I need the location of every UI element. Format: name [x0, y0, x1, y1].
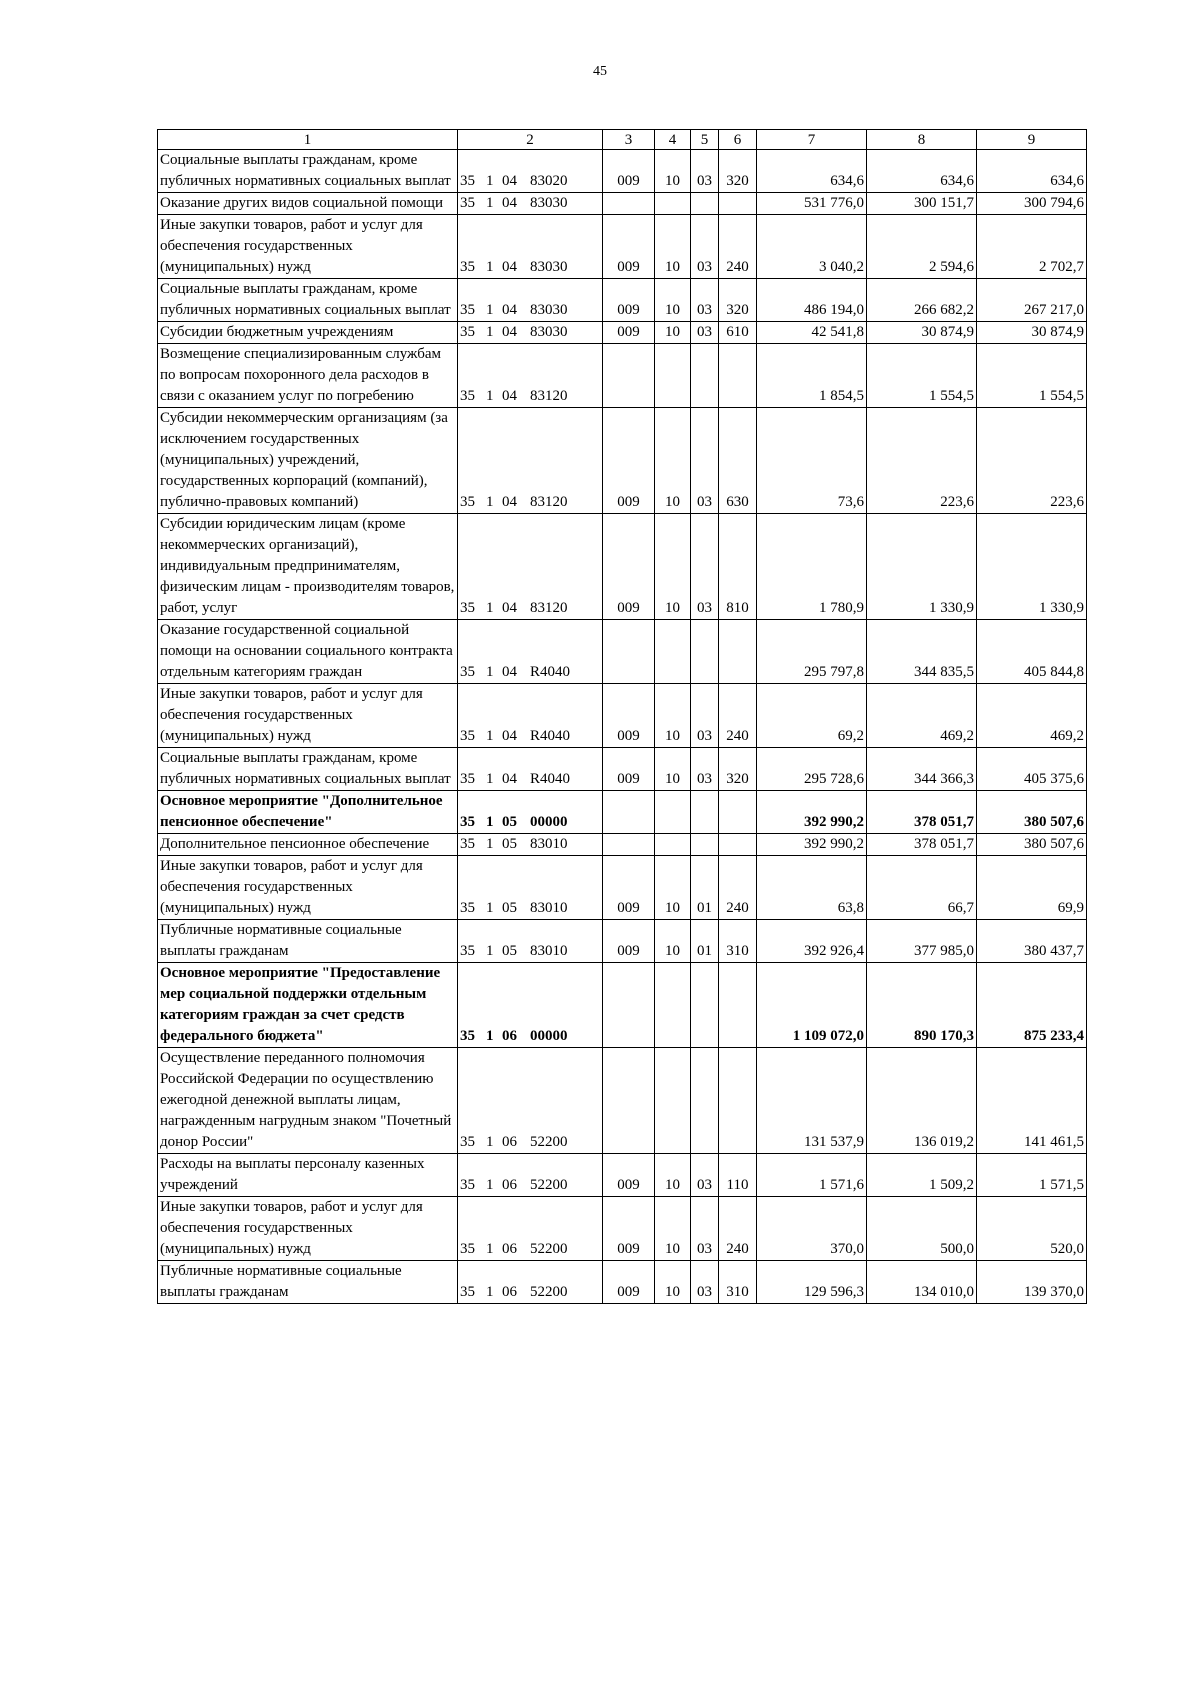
code-subprogram: 1: [486, 1241, 494, 1257]
code-subprogram: 1: [486, 728, 494, 744]
amount-col9: 1 330,9: [977, 514, 1087, 620]
code-event: 04: [502, 302, 517, 318]
subsection-code: 03: [691, 322, 719, 344]
section-code: [655, 193, 691, 215]
table-row: [158, 279, 1087, 322]
code-direction: 00000: [530, 1028, 568, 1044]
row-description: Субсидии юридическим лицам (кроме некоммерческих организаций), индивидуальным предпринимателям, физическим лицам - производителям товаров, работ, услуг: [158, 514, 458, 620]
section-code: 10: [655, 1154, 691, 1197]
code-subprogram: 1: [486, 494, 494, 510]
code-event: 06: [502, 1177, 517, 1193]
amount-col7: 1 109 072,0: [757, 963, 867, 1048]
code-direction: 83010: [530, 943, 568, 959]
row-description: Оказание государственной социальной помощи на основании социального контракта отдельным категориям граждан: [158, 620, 458, 684]
row-description: Субсидии некоммерческим организациям (за исключением государственных (муниципальных) учреждений, государственных корпораций (компаний), публично-правовых компаний): [158, 408, 458, 514]
amount-col8: 890 170,3: [867, 963, 977, 1048]
code-program: 35: [460, 1284, 475, 1300]
section-code: 10: [655, 920, 691, 963]
subsection-code: 01: [691, 856, 719, 920]
table-row: [158, 514, 1087, 620]
amount-col7: 486 194,0: [757, 279, 867, 322]
amount-col8: 136 019,2: [867, 1048, 977, 1154]
amount-col8: 300 151,7: [867, 193, 977, 215]
code-subprogram: 1: [486, 900, 494, 916]
target-article-code: [458, 193, 603, 215]
header-cell: 8: [867, 130, 977, 150]
code-direction: 83020: [530, 173, 568, 189]
amount-col8: 344 835,5: [867, 620, 977, 684]
row-description: Расходы на выплаты персоналу казенных учреждений: [158, 1154, 458, 1197]
subsection-code: 03: [691, 150, 719, 193]
subsection-code: 01: [691, 920, 719, 963]
expense-type-code: 320: [719, 279, 757, 322]
expense-type-code: [719, 193, 757, 215]
target-article-code: [458, 1261, 603, 1304]
amount-col7: 3 040,2: [757, 215, 867, 279]
code-subprogram: 1: [486, 664, 494, 680]
header-cell: 7: [757, 130, 867, 150]
subsection-code: 03: [691, 1261, 719, 1304]
code-subprogram: 1: [486, 302, 494, 318]
code-subprogram: 1: [486, 388, 494, 404]
amount-col8: 378 051,7: [867, 834, 977, 856]
table-row: [158, 344, 1087, 408]
grbs-code: 009: [603, 150, 655, 193]
code-program: 35: [460, 173, 475, 189]
code-program: 35: [460, 1134, 475, 1150]
expense-type-code: 240: [719, 684, 757, 748]
table-row: [158, 1197, 1087, 1261]
expense-type-code: 310: [719, 920, 757, 963]
amount-col7: 634,6: [757, 150, 867, 193]
code-event: 04: [502, 600, 517, 616]
code-program: 35: [460, 836, 475, 852]
amount-col8: 378 051,7: [867, 791, 977, 834]
code-direction: 83030: [530, 259, 568, 275]
code-event: 04: [502, 728, 517, 744]
code-direction: 52200: [530, 1241, 568, 1257]
expense-type-code: 810: [719, 514, 757, 620]
code-subprogram: 1: [486, 173, 494, 189]
code-program: 35: [460, 494, 475, 510]
amount-col9: 267 217,0: [977, 279, 1087, 322]
amount-col8: 223,6: [867, 408, 977, 514]
row-description: Субсидии бюджетным учреждениям: [158, 322, 458, 344]
code-program: 35: [460, 259, 475, 275]
row-description: Публичные нормативные социальные выплаты гражданам: [158, 1261, 458, 1304]
header-cell: 9: [977, 130, 1087, 150]
section-code: 10: [655, 514, 691, 620]
row-description: Оказание других видов социальной помощи: [158, 193, 458, 215]
amount-col9: 634,6: [977, 150, 1087, 193]
expense-type-code: 310: [719, 1261, 757, 1304]
code-program: 35: [460, 728, 475, 744]
grbs-code: [603, 834, 655, 856]
expense-type-code: [719, 344, 757, 408]
row-description: Иные закупки товаров, работ и услуг для обеспечения государственных (муниципальных) нужд: [158, 684, 458, 748]
header-cell: 3: [603, 130, 655, 150]
code-program: 35: [460, 1177, 475, 1193]
code-event: 05: [502, 900, 517, 916]
amount-col7: 531 776,0: [757, 193, 867, 215]
section-code: 10: [655, 1261, 691, 1304]
amount-col7: 42 541,8: [757, 322, 867, 344]
code-subprogram: 1: [486, 943, 494, 959]
expense-type-code: 320: [719, 748, 757, 791]
amount-col7: 131 537,9: [757, 1048, 867, 1154]
row-description: Иные закупки товаров, работ и услуг для обеспечения государственных (муниципальных) нужд: [158, 1197, 458, 1261]
code-event: 06: [502, 1028, 517, 1044]
target-article-code: [458, 344, 603, 408]
code-event: 04: [502, 173, 517, 189]
code-program: 35: [460, 814, 475, 830]
subsection-code: 03: [691, 408, 719, 514]
subsection-code: 03: [691, 1197, 719, 1261]
target-article-code: [458, 684, 603, 748]
amount-col7: 1 780,9: [757, 514, 867, 620]
amount-col8: 66,7: [867, 856, 977, 920]
code-subprogram: 1: [486, 1134, 494, 1150]
code-direction: 83030: [530, 324, 568, 340]
header-cell: 6: [719, 130, 757, 150]
amount-col8: 500,0: [867, 1197, 977, 1261]
subsection-code: 03: [691, 1154, 719, 1197]
target-article-code: [458, 408, 603, 514]
amount-col9: 2 702,7: [977, 215, 1087, 279]
section-code: 10: [655, 684, 691, 748]
subsection-code: 03: [691, 215, 719, 279]
amount-col9: 380 507,6: [977, 791, 1087, 834]
amount-col9: 139 370,0: [977, 1261, 1087, 1304]
target-article-code: [458, 279, 603, 322]
expense-type-code: [719, 834, 757, 856]
budget-table: [157, 129, 1087, 1304]
section-code: [655, 963, 691, 1048]
code-direction: 83120: [530, 388, 568, 404]
code-program: 35: [460, 1241, 475, 1257]
expense-type-code: 240: [719, 215, 757, 279]
amount-col7: 1 571,6: [757, 1154, 867, 1197]
grbs-code: [603, 963, 655, 1048]
row-description: Социальные выплаты гражданам, кроме публичных нормативных социальных выплат: [158, 279, 458, 322]
expense-type-code: [719, 963, 757, 1048]
amount-col7: 1 854,5: [757, 344, 867, 408]
target-article-code: [458, 215, 603, 279]
amount-col9: 520,0: [977, 1197, 1087, 1261]
code-event: 05: [502, 836, 517, 852]
code-direction: 83120: [530, 600, 568, 616]
section-code: 10: [655, 150, 691, 193]
code-subprogram: 1: [486, 259, 494, 275]
expense-type-code: 610: [719, 322, 757, 344]
amount-col8: 1 554,5: [867, 344, 977, 408]
subsection-code: [691, 620, 719, 684]
code-program: 35: [460, 943, 475, 959]
code-program: 35: [460, 664, 475, 680]
amount-col7: 69,2: [757, 684, 867, 748]
section-code: 10: [655, 322, 691, 344]
code-event: 05: [502, 943, 517, 959]
code-event: 04: [502, 771, 517, 787]
amount-col7: 295 797,8: [757, 620, 867, 684]
code-subprogram: 1: [486, 195, 494, 211]
grbs-code: 009: [603, 748, 655, 791]
grbs-code: 009: [603, 1154, 655, 1197]
header-cell: 1: [158, 130, 458, 150]
subsection-code: [691, 791, 719, 834]
table-row: [158, 684, 1087, 748]
amount-col9: 469,2: [977, 684, 1087, 748]
section-code: 10: [655, 408, 691, 514]
expense-type-code: 110: [719, 1154, 757, 1197]
expense-type-code: 630: [719, 408, 757, 514]
grbs-code: 009: [603, 1261, 655, 1304]
code-event: 04: [502, 494, 517, 510]
header-cell: 4: [655, 130, 691, 150]
section-code: [655, 791, 691, 834]
amount-col7: 370,0: [757, 1197, 867, 1261]
code-direction: 83030: [530, 302, 568, 318]
amount-col8: 30 874,9: [867, 322, 977, 344]
amount-col8: 469,2: [867, 684, 977, 748]
code-event: 06: [502, 1284, 517, 1300]
amount-col9: 405 844,8: [977, 620, 1087, 684]
code-event: 04: [502, 324, 517, 340]
target-article-code: [458, 748, 603, 791]
amount-col7: 129 596,3: [757, 1261, 867, 1304]
subsection-code: 03: [691, 279, 719, 322]
grbs-code: 009: [603, 408, 655, 514]
amount-col7: 392 926,4: [757, 920, 867, 963]
code-direction: 52200: [530, 1134, 568, 1150]
code-subprogram: 1: [486, 1284, 494, 1300]
row-description: Возмещение специализированным службам по вопросам похоронного дела расходов в связи с оказанием услуг по погребению: [158, 344, 458, 408]
table-row: [158, 1261, 1087, 1304]
header-cell: 2: [458, 130, 603, 150]
amount-col7: 295 728,6: [757, 748, 867, 791]
code-program: 35: [460, 302, 475, 318]
section-code: 10: [655, 1197, 691, 1261]
section-code: [655, 344, 691, 408]
row-description: Публичные нормативные социальные выплаты гражданам: [158, 920, 458, 963]
section-code: 10: [655, 215, 691, 279]
amount-col8: 134 010,0: [867, 1261, 977, 1304]
header-row: [158, 130, 1087, 150]
amount-col9: 380 437,7: [977, 920, 1087, 963]
amount-col9: 875 233,4: [977, 963, 1087, 1048]
row-description: Иные закупки товаров, работ и услуг для обеспечения государственных (муниципальных) нужд: [158, 856, 458, 920]
target-article-code: [458, 514, 603, 620]
grbs-code: 009: [603, 856, 655, 920]
grbs-code: 009: [603, 279, 655, 322]
amount-col9: 141 461,5: [977, 1048, 1087, 1154]
amount-col9: 380 507,6: [977, 834, 1087, 856]
amount-col9: 30 874,9: [977, 322, 1087, 344]
code-direction: 83010: [530, 900, 568, 916]
amount-col8: 377 985,0: [867, 920, 977, 963]
row-description: Социальные выплаты гражданам, кроме публичных нормативных социальных выплат: [158, 150, 458, 193]
table-row: [158, 193, 1087, 215]
grbs-code: [603, 791, 655, 834]
amount-col9: 300 794,6: [977, 193, 1087, 215]
amount-col8: 344 366,3: [867, 748, 977, 791]
code-subprogram: 1: [486, 1028, 494, 1044]
page-number: 45: [593, 64, 607, 79]
row-description: Дополнительное пенсионное обеспечение: [158, 834, 458, 856]
code-direction: 83120: [530, 494, 568, 510]
grbs-code: [603, 193, 655, 215]
code-direction: R4040: [530, 664, 571, 680]
row-description: Социальные выплаты гражданам, кроме публичных нормативных социальных выплат: [158, 748, 458, 791]
table-row: [158, 834, 1087, 856]
code-program: 35: [460, 900, 475, 916]
grbs-code: [603, 344, 655, 408]
header-cell: 5: [691, 130, 719, 150]
code-direction: R4040: [530, 728, 571, 744]
target-article-code: [458, 1048, 603, 1154]
code-event: 04: [502, 195, 517, 211]
amount-col8: 1 330,9: [867, 514, 977, 620]
expense-type-code: 320: [719, 150, 757, 193]
code-direction: R4040: [530, 771, 571, 787]
grbs-code: 009: [603, 215, 655, 279]
code-event: 06: [502, 1134, 517, 1150]
code-program: 35: [460, 324, 475, 340]
subsection-code: [691, 193, 719, 215]
amount-col8: 1 509,2: [867, 1154, 977, 1197]
target-article-code: [458, 834, 603, 856]
code-subprogram: 1: [486, 771, 494, 787]
code-subprogram: 1: [486, 324, 494, 340]
amount-col7: 392 990,2: [757, 791, 867, 834]
code-program: 35: [460, 1028, 475, 1044]
table-row: [158, 1048, 1087, 1154]
code-direction: 52200: [530, 1284, 568, 1300]
table-row: [158, 791, 1087, 834]
amount-col9: 223,6: [977, 408, 1087, 514]
amount-col9: 1 571,5: [977, 1154, 1087, 1197]
subsection-code: [691, 344, 719, 408]
code-program: 35: [460, 388, 475, 404]
subsection-code: [691, 834, 719, 856]
code-subprogram: 1: [486, 600, 494, 616]
code-event: 04: [502, 388, 517, 404]
code-event: 05: [502, 814, 517, 830]
amount-col7: 392 990,2: [757, 834, 867, 856]
subsection-code: 03: [691, 748, 719, 791]
code-direction: 52200: [530, 1177, 568, 1193]
code-subprogram: 1: [486, 814, 494, 830]
code-subprogram: 1: [486, 1177, 494, 1193]
target-article-code: [458, 791, 603, 834]
section-code: [655, 834, 691, 856]
grbs-code: [603, 1048, 655, 1154]
table-row: [158, 748, 1087, 791]
target-article-code: [458, 963, 603, 1048]
table-row: [158, 150, 1087, 193]
section-code: [655, 620, 691, 684]
target-article-code: [458, 920, 603, 963]
table-row: [158, 408, 1087, 514]
code-direction: 83010: [530, 836, 568, 852]
target-article-code: [458, 620, 603, 684]
code-program: 35: [460, 195, 475, 211]
row-description: Иные закупки товаров, работ и услуг для обеспечения государственных (муниципальных) нужд: [158, 215, 458, 279]
code-subprogram: 1: [486, 836, 494, 852]
table-row: [158, 856, 1087, 920]
section-code: [655, 1048, 691, 1154]
code-event: 06: [502, 1241, 517, 1257]
code-event: 04: [502, 664, 517, 680]
code-program: 35: [460, 771, 475, 787]
grbs-code: 009: [603, 514, 655, 620]
amount-col7: 63,8: [757, 856, 867, 920]
amount-col9: 69,9: [977, 856, 1087, 920]
expense-type-code: 240: [719, 856, 757, 920]
section-code: 10: [655, 856, 691, 920]
code-program: 35: [460, 600, 475, 616]
subsection-code: 03: [691, 684, 719, 748]
section-code: 10: [655, 748, 691, 791]
table-row: [158, 1154, 1087, 1197]
amount-col8: 634,6: [867, 150, 977, 193]
grbs-code: 009: [603, 920, 655, 963]
target-article-code: [458, 322, 603, 344]
target-article-code: [458, 1197, 603, 1261]
grbs-code: 009: [603, 1197, 655, 1261]
expense-type-code: [719, 1048, 757, 1154]
grbs-code: 009: [603, 322, 655, 344]
code-direction: 83030: [530, 195, 568, 211]
row-description: Основное мероприятие "Дополнительное пенсионное обеспечение": [158, 791, 458, 834]
amount-col9: 1 554,5: [977, 344, 1087, 408]
table-row: [158, 963, 1087, 1048]
grbs-code: [603, 620, 655, 684]
row-description: Основное мероприятие "Предоставление мер социальной поддержки отдельным категориям граждан за счет средств федерального бюджета": [158, 963, 458, 1048]
table-row: [158, 215, 1087, 279]
subsection-code: [691, 1048, 719, 1154]
row-description: Осуществление переданного полномочия Российской Федерации по осуществлению ежегодной денежной выплаты лицам, награжденным нагрудным знаком "Почетный донор России": [158, 1048, 458, 1154]
code-direction: 00000: [530, 814, 568, 830]
amount-col9: 405 375,6: [977, 748, 1087, 791]
subsection-code: 03: [691, 514, 719, 620]
table-row: [158, 620, 1087, 684]
section-code: 10: [655, 279, 691, 322]
expense-type-code: 240: [719, 1197, 757, 1261]
table-row: [158, 920, 1087, 963]
target-article-code: [458, 150, 603, 193]
amount-col8: 2 594,6: [867, 215, 977, 279]
code-event: 04: [502, 259, 517, 275]
amount-col7: 73,6: [757, 408, 867, 514]
expense-type-code: [719, 791, 757, 834]
table-row: [158, 322, 1087, 344]
grbs-code: 009: [603, 684, 655, 748]
target-article-code: [458, 1154, 603, 1197]
subsection-code: [691, 963, 719, 1048]
expense-type-code: [719, 620, 757, 684]
amount-col8: 266 682,2: [867, 279, 977, 322]
target-article-code: [458, 856, 603, 920]
